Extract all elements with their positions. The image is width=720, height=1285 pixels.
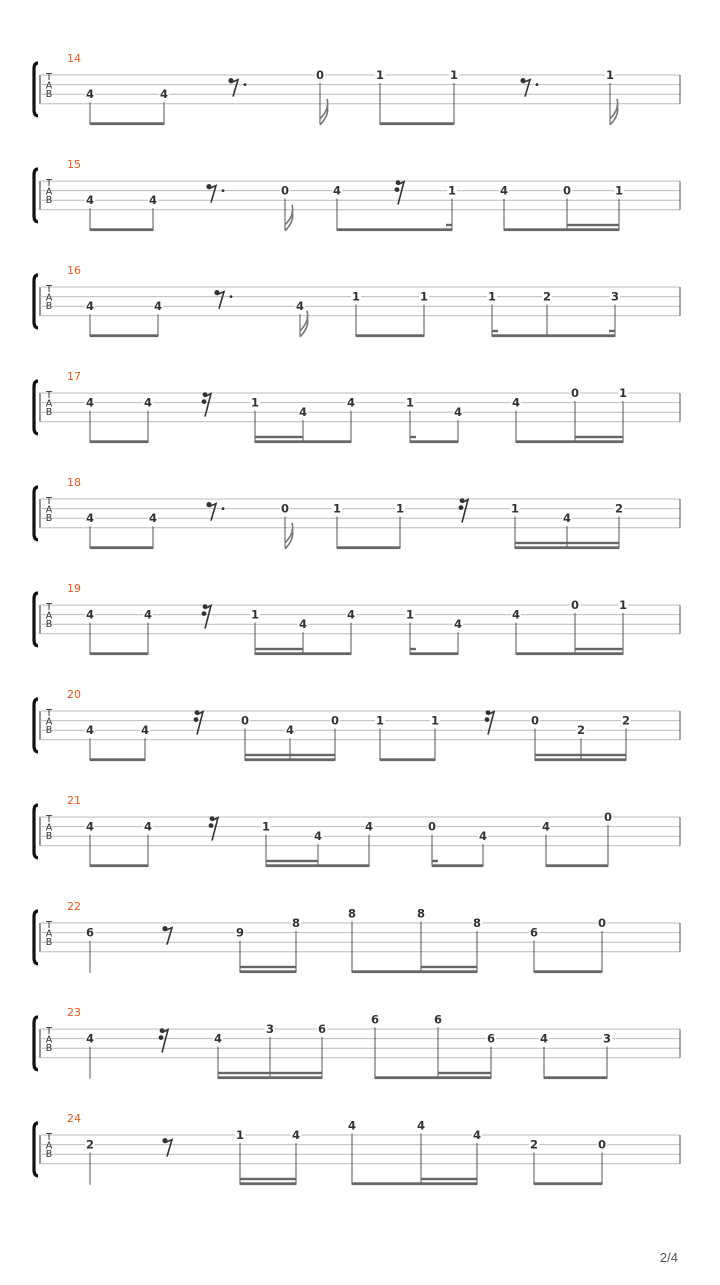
beam-stub <box>410 648 416 650</box>
beam <box>90 652 148 655</box>
fret-number: 1 <box>487 289 497 304</box>
fret-number: 8 <box>416 906 426 921</box>
fret-number: 1 <box>447 183 457 198</box>
fret-number: 1 <box>419 289 429 304</box>
fret-number: 2 <box>85 1137 95 1152</box>
fret-number: 4 <box>140 723 150 738</box>
tab-clef-letter: B <box>45 300 53 312</box>
fret-number: 4 <box>453 405 463 420</box>
beam <box>337 228 452 231</box>
fret-number: 4 <box>148 511 158 526</box>
fret-number: 4 <box>541 819 551 834</box>
rest-symbol <box>398 182 404 205</box>
measure-number: 15 <box>67 158 81 171</box>
fret-number: 4 <box>159 87 169 102</box>
secondary-beam <box>255 648 303 650</box>
measure-number: 20 <box>67 688 81 701</box>
beam <box>337 546 400 549</box>
measure-number: 17 <box>67 370 81 383</box>
secondary-beam <box>421 1178 477 1180</box>
fret-number: 6 <box>85 925 95 940</box>
beam <box>504 228 619 231</box>
tab-clef-letter: A <box>45 80 53 92</box>
tab-clef-letter: B <box>45 406 53 418</box>
fret-number: 4 <box>291 1128 301 1142</box>
secondary-beam <box>245 754 335 756</box>
fret-number: 2 <box>614 501 624 516</box>
fret-number: 4 <box>511 395 521 410</box>
fret-number: 1 <box>235 1128 245 1142</box>
tab-clef-letter: B <box>45 724 53 736</box>
system-bracket <box>34 381 38 434</box>
fret-number: 4 <box>148 193 158 208</box>
beam <box>375 1076 491 1079</box>
rest-symbol <box>205 394 211 417</box>
fret-number: 0 <box>597 916 607 930</box>
secondary-beam <box>575 436 623 438</box>
fret-number: 1 <box>405 395 415 410</box>
fret-number: 1 <box>375 713 385 728</box>
measure-number: 19 <box>67 582 81 595</box>
fret-number: 0 <box>562 183 572 198</box>
fret-number: 4 <box>213 1031 223 1046</box>
fret-number: 4 <box>298 617 308 632</box>
system-bracket <box>34 63 38 116</box>
secondary-beam <box>218 1072 322 1074</box>
tab-clef-letter: T <box>46 72 52 83</box>
fret-number: 4 <box>285 723 295 738</box>
tab-clef-letter: B <box>45 1042 53 1054</box>
beam <box>544 1076 607 1079</box>
rest-flag-head <box>202 611 207 616</box>
secondary-beam <box>535 754 626 756</box>
tab-clef-letter: T <box>46 284 52 295</box>
fret-number: 1 <box>614 183 624 198</box>
beam <box>380 758 435 761</box>
system-bracket <box>34 805 38 858</box>
beam <box>90 228 153 231</box>
fret-number: 4 <box>346 395 356 410</box>
rest-flag-head <box>159 1035 164 1040</box>
fret-number: 0 <box>280 501 290 516</box>
rest-flag-head <box>209 823 214 828</box>
rest-symbol <box>205 606 211 629</box>
fret-number: 4 <box>562 511 572 526</box>
beam <box>432 864 483 867</box>
secondary-beam <box>421 966 477 968</box>
fret-number: 1 <box>618 598 628 612</box>
beam-stub <box>432 860 438 862</box>
tab-clef-letter: B <box>45 194 53 206</box>
tab-clef-letter: T <box>46 1026 52 1037</box>
fret-number: 4 <box>313 829 323 844</box>
fret-number: 1 <box>375 68 385 82</box>
beam <box>410 652 458 655</box>
beam <box>90 758 145 761</box>
tab-clef-letter: A <box>45 398 53 410</box>
beam <box>218 1076 322 1079</box>
beam <box>410 440 458 443</box>
beam <box>535 758 626 761</box>
measure-number: 22 <box>67 900 81 913</box>
beam <box>245 758 335 761</box>
rest-flag-head <box>459 505 464 510</box>
fret-number: 1 <box>618 386 628 400</box>
rest-dot <box>230 295 233 298</box>
measure-number: 14 <box>67 52 81 65</box>
fret-number: 4 <box>295 299 305 314</box>
tab-clef-letter: T <box>46 602 52 613</box>
tab-clef-letter: T <box>46 708 52 719</box>
tab-clef-letter: A <box>45 610 53 622</box>
tab-clef-letter: A <box>45 292 53 304</box>
beam <box>90 546 153 549</box>
beam <box>516 440 623 443</box>
system-bracket <box>34 169 38 222</box>
fret-number: 4 <box>332 183 342 198</box>
fret-number: 4 <box>153 299 163 314</box>
measure-number: 23 <box>67 1006 81 1019</box>
fret-number: 2 <box>529 1137 539 1152</box>
beam <box>240 970 296 973</box>
tab-clef-letter: B <box>45 512 53 524</box>
beam <box>240 1182 296 1185</box>
fret-number: 2 <box>621 713 631 728</box>
fret-number: 6 <box>317 1022 327 1036</box>
secondary-beam <box>567 224 619 226</box>
tab-clef-letter: B <box>45 1148 53 1160</box>
tab-clef-letter: T <box>46 1132 52 1143</box>
beam <box>90 440 148 443</box>
fret-number: 4 <box>511 607 521 622</box>
beam <box>516 652 623 655</box>
fret-number: 6 <box>486 1031 496 1046</box>
rest-symbol <box>488 712 494 735</box>
fret-number: 0 <box>315 68 325 82</box>
fret-number: 1 <box>351 289 361 304</box>
fret-number: 1 <box>395 501 405 516</box>
rest-flag-head <box>485 717 490 722</box>
rest-flag-head <box>395 187 400 192</box>
fret-number: 4 <box>85 511 95 526</box>
fret-number: 0 <box>240 713 250 728</box>
tab-clef-letter: T <box>46 178 52 189</box>
beam <box>546 864 608 867</box>
fret-number: 0 <box>570 386 580 400</box>
fret-number: 1 <box>405 607 415 622</box>
fret-number: 4 <box>85 723 95 738</box>
tab-clef-letter: B <box>45 830 53 842</box>
beam-stub <box>492 330 498 332</box>
system-bracket <box>34 1123 38 1176</box>
beam <box>255 652 351 655</box>
secondary-beam <box>515 542 619 544</box>
beam <box>255 440 351 443</box>
fret-number: 4 <box>85 299 95 314</box>
tab-clef-letter: T <box>46 496 52 507</box>
measure-number: 18 <box>67 476 81 489</box>
fret-number: 0 <box>597 1137 607 1152</box>
fret-number: 2 <box>542 289 552 304</box>
rest-symbol <box>212 818 218 841</box>
system-bracket <box>34 593 38 646</box>
fret-number: 0 <box>603 810 613 824</box>
tab-clef-letter: A <box>45 1034 53 1046</box>
fret-number: 1 <box>510 501 520 516</box>
fret-number: 0 <box>330 713 340 728</box>
secondary-beam <box>575 648 623 650</box>
tab-clef-letter: B <box>45 618 53 630</box>
fret-number: 6 <box>529 925 539 940</box>
fret-number: 4 <box>85 193 95 208</box>
rest-dot <box>244 83 247 86</box>
tab-clef-letter: T <box>46 814 52 825</box>
fret-number: 6 <box>370 1012 380 1027</box>
fret-number: 4 <box>85 1031 95 1046</box>
tab-clef-letter: A <box>45 822 53 834</box>
secondary-beam <box>266 860 318 862</box>
fret-number: 0 <box>570 598 580 612</box>
fret-number: 3 <box>610 289 620 304</box>
fret-number: 4 <box>346 607 356 622</box>
fret-number: 4 <box>85 87 95 102</box>
page-number: 2/4 <box>659 1250 678 1265</box>
measure-number: 24 <box>67 1112 81 1125</box>
fret-number: 8 <box>291 916 301 930</box>
fret-number: 1 <box>430 713 440 728</box>
fret-number: 0 <box>280 183 290 198</box>
beam <box>492 334 615 337</box>
rest-symbol <box>462 500 468 523</box>
beam <box>90 334 158 337</box>
fret-number: 4 <box>85 607 95 622</box>
fret-number: 4 <box>453 617 463 632</box>
fret-number: 3 <box>265 1022 275 1036</box>
secondary-beam <box>255 436 303 438</box>
beam <box>90 122 164 125</box>
fret-number: 1 <box>605 68 615 82</box>
fret-number: 1 <box>332 501 342 516</box>
beam <box>352 970 477 973</box>
fret-number: 4 <box>416 1118 426 1133</box>
system-bracket <box>34 1017 38 1070</box>
measure-number: 21 <box>67 794 81 807</box>
beam-stub <box>609 330 615 332</box>
system-bracket <box>34 699 38 752</box>
fret-number: 4 <box>143 395 153 410</box>
tab-clef-letter: T <box>46 390 52 401</box>
tab-clef-letter: A <box>45 1140 53 1152</box>
beam <box>266 864 369 867</box>
tab-clef-letter: A <box>45 928 53 940</box>
tab-clef-letter: A <box>45 186 53 198</box>
rest-flag-head <box>194 717 199 722</box>
fret-number: 1 <box>261 819 271 834</box>
fret-number: 4 <box>85 395 95 410</box>
beam-stub <box>446 224 452 226</box>
fret-number: 0 <box>530 713 540 728</box>
fret-number: 2 <box>576 723 586 738</box>
fret-number: 4 <box>472 1128 482 1142</box>
fret-number: 4 <box>143 607 153 622</box>
fret-number: 8 <box>347 906 357 921</box>
beam <box>534 1182 602 1185</box>
beam <box>534 970 602 973</box>
rest-symbol <box>162 1030 168 1053</box>
fret-number: 6 <box>433 1012 443 1027</box>
fret-number: 1 <box>250 395 260 410</box>
fret-number: 1 <box>449 68 459 82</box>
beam <box>380 122 454 125</box>
rest-flag-head <box>202 399 207 404</box>
fret-number: 8 <box>472 916 482 930</box>
secondary-beam <box>240 1178 296 1180</box>
beam-stub <box>410 436 416 438</box>
fret-number: 3 <box>602 1031 612 1046</box>
secondary-beam <box>438 1072 491 1074</box>
system-bracket <box>34 275 38 328</box>
fret-number: 4 <box>298 405 308 420</box>
secondary-beam <box>240 966 296 968</box>
fret-number: 4 <box>499 183 509 198</box>
system-bracket <box>34 911 38 964</box>
beam <box>90 864 148 867</box>
fret-number: 4 <box>143 819 153 834</box>
fret-number: 4 <box>85 819 95 834</box>
system-bracket <box>34 487 38 540</box>
fret-number: 4 <box>347 1118 357 1133</box>
fret-number: 0 <box>427 819 437 834</box>
rest-dot <box>222 189 225 192</box>
fret-number: 4 <box>539 1031 549 1046</box>
beam <box>515 546 619 549</box>
rest-symbol <box>197 712 203 735</box>
fret-number: 9 <box>235 925 245 940</box>
rest-dot <box>536 83 539 86</box>
tab-clef-letter: A <box>45 504 53 516</box>
tab-clef-letter: T <box>46 920 52 931</box>
tab-clef-letter: B <box>45 88 53 100</box>
tab-clef-letter: B <box>45 936 53 948</box>
fret-number: 4 <box>364 819 374 834</box>
beam <box>352 1182 477 1185</box>
beam <box>356 334 424 337</box>
fret-number: 4 <box>478 829 488 844</box>
rest-dot <box>222 507 225 510</box>
tab-clef-letter: A <box>45 716 53 728</box>
measure-number: 16 <box>67 264 81 277</box>
fret-number: 1 <box>250 607 260 622</box>
